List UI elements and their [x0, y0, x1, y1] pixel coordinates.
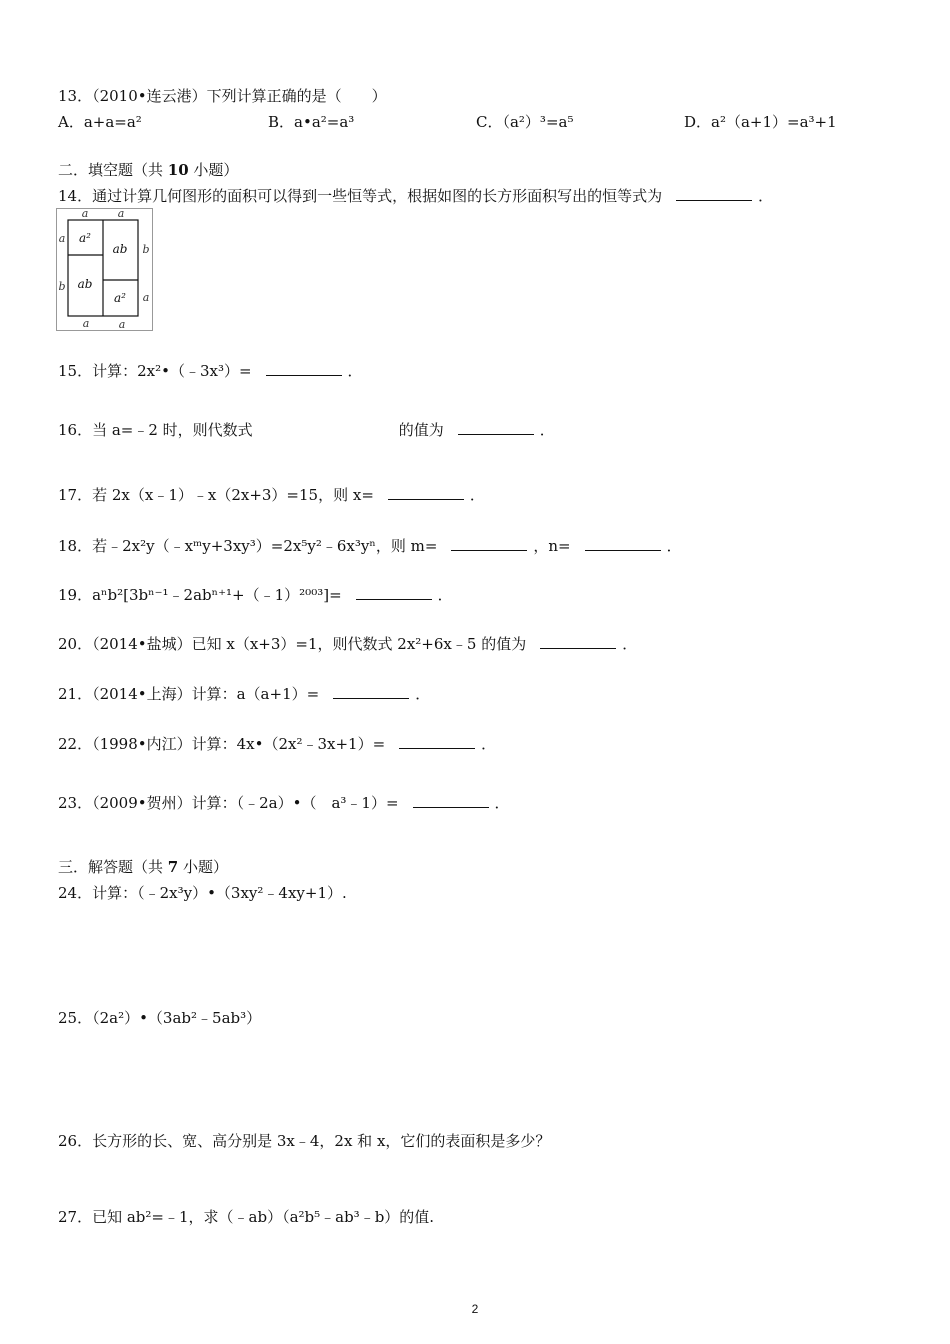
q26: 26．长方形的长、宽、高分别是 3x﹣4，2x 和 x，它们的表面积是多少？: [58, 1132, 551, 1150]
q13-option-d: D．a²（a+1）=a³+1: [684, 113, 837, 131]
cell-a-squared-bottom: a²: [114, 291, 126, 305]
q21: 21．（2014•上海）计算：a（a+1）= ．: [58, 685, 431, 703]
q14: 14．通过计算几何图形的面积可以得到一些恒等式，根据如图的长方形面积写出的恒等式为 ．: [58, 187, 774, 205]
q13-option-a: A．a+a=a²: [58, 113, 142, 131]
answer-blank: [266, 361, 342, 376]
page-number: 2: [471, 1302, 479, 1316]
q16: 16．当 a=﹣2 时，则代数式 的值为 ．: [58, 421, 555, 439]
q13-option-b: B．a•a²=a³: [268, 113, 355, 131]
label-right-bottom: a: [142, 291, 150, 304]
label-top-left: a: [81, 208, 89, 220]
q15: 15．计算：2x²•（﹣3x³）= ．: [58, 362, 363, 380]
q17: 17．若 2x（x﹣1）﹣x（2x+3）=15，则 x= ．: [58, 486, 485, 504]
answer-blank-n: [585, 536, 661, 551]
q23: 23．（2009•贺州）计算：（﹣2a）•（ a³﹣1）= ．: [58, 794, 510, 812]
answer-blank: [540, 634, 616, 649]
q18: 18．若﹣2x²y（﹣xᵐy+3xy³）=2x⁵y²﹣6x³yⁿ，则 m= ，n= ．: [58, 537, 682, 555]
section-heading-fill-in: 二．填空题（共 10 小题）: [58, 161, 239, 179]
area-rectangle-figure: [56, 208, 156, 336]
answer-blank: [458, 420, 534, 435]
q25: 25．（2a²）•（3ab²﹣5ab³）: [58, 1009, 262, 1027]
answer-blank: [676, 186, 752, 201]
q13-option-c: C．（a²）³=a⁵: [476, 113, 574, 131]
label-top-right: a: [117, 208, 125, 220]
q20: 20．（2014•盐城）已知 x（x+3）=1，则代数式 2x²+6x﹣5 的值为 ．: [58, 635, 638, 653]
cell-a-squared-top: a²: [79, 231, 91, 245]
section-heading-solve: 三．解答题（共 7 小题）: [58, 858, 228, 876]
q27: 27．已知 ab²=﹣1，求（﹣ab）（a²b⁵﹣ab³﹣b）的值.: [58, 1208, 435, 1226]
q24: 24．计算：（﹣2x³y）•（3xy²﹣4xy+1）.: [58, 884, 347, 902]
answer-blank: [413, 793, 489, 808]
label-left-top: a: [58, 232, 66, 245]
label-bottom-left: a: [82, 317, 90, 330]
answer-blank: [388, 485, 464, 500]
answer-blank: [333, 684, 409, 699]
answer-blank-m: [451, 536, 527, 551]
cell-ab-left: ab: [77, 277, 93, 291]
answer-blank: [356, 585, 432, 600]
q22: 22．（1998•内江）计算：4x•（2x²﹣3x+1）= ．: [58, 735, 497, 753]
cell-ab-right: ab: [112, 242, 128, 256]
q19: 19．aⁿb²[3bⁿ⁻¹﹣2abⁿ⁺¹+（﹣1）²⁰⁰³]= ．: [58, 586, 453, 604]
label-right-top: b: [142, 243, 150, 256]
q13-stem: 13．（2010•连云港）下列计算正确的是（ ）: [58, 87, 387, 105]
label-left-bottom: b: [58, 280, 66, 293]
label-bottom-right: a: [118, 318, 126, 331]
answer-blank: [399, 734, 475, 749]
